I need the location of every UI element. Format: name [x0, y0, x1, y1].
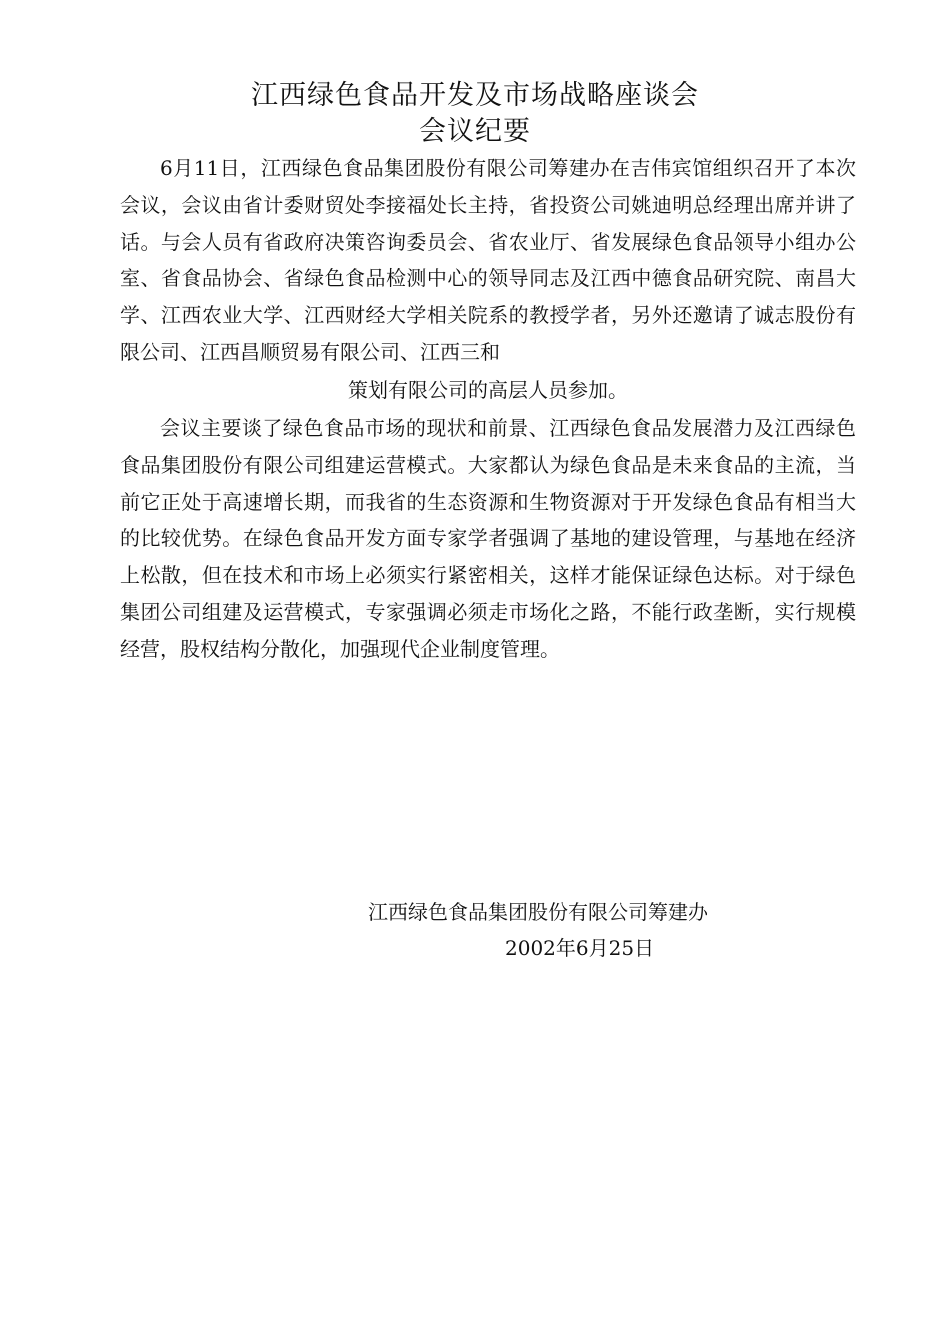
paragraph-meeting-info: 6月11日，江西绿色食品集团股份有限公司筹建办在吉伟宾馆组织召开了本次会议，会议由省计委财贸处李接福处长主持，省投资公司姚迪明总经理出席并讲了话。与会人员有省政府决策咨询委员会、省农业厅、省发展绿色食品领导小组办公室、省食品协会、省绿色食品检测中心的领导同志及江西中德食品研究院、南昌大学、江西农业大学、江西财经大学相关院系的教授学者，另外还邀请了诚志股份有限公司、江西昌顺贸易有限公司、江西三和: [120, 156, 856, 364]
paragraph-meeting-info-tail: 策划有限公司的高层人员参加。: [348, 378, 628, 402]
paragraph-meeting-summary: 会议主要谈了绿色食品市场的现状和前景、江西绿色食品发展潜力及江西绿色食品集团股份有限公司组建运营模式。大家都认为绿色食品是未来食品的主流，当前它正处于高速增长期，而我省的生态资源和生物资源对于开发绿色食品有相当大的比较优势。在绿色食品开发方面专家学者强调了基地的建设管理，与基地在经济上松散，但在技术和市场上必须实行紧密相关，这样才能保证绿色达标。对于绿色集团公司组建及运营模式，专家强调必须走市场化之路，不能行政垄断，实行规模经营，股权结构分散化，加强现代企业制度管理。: [120, 416, 856, 661]
signature-date: 2002年6月25日: [505, 936, 655, 960]
document-subtitle: 会议纪要: [419, 116, 531, 147]
document-title: 江西绿色食品开发及市场战略座谈会: [251, 80, 699, 111]
signature-organization: 江西绿色食品集团股份有限公司筹建办: [368, 900, 708, 924]
